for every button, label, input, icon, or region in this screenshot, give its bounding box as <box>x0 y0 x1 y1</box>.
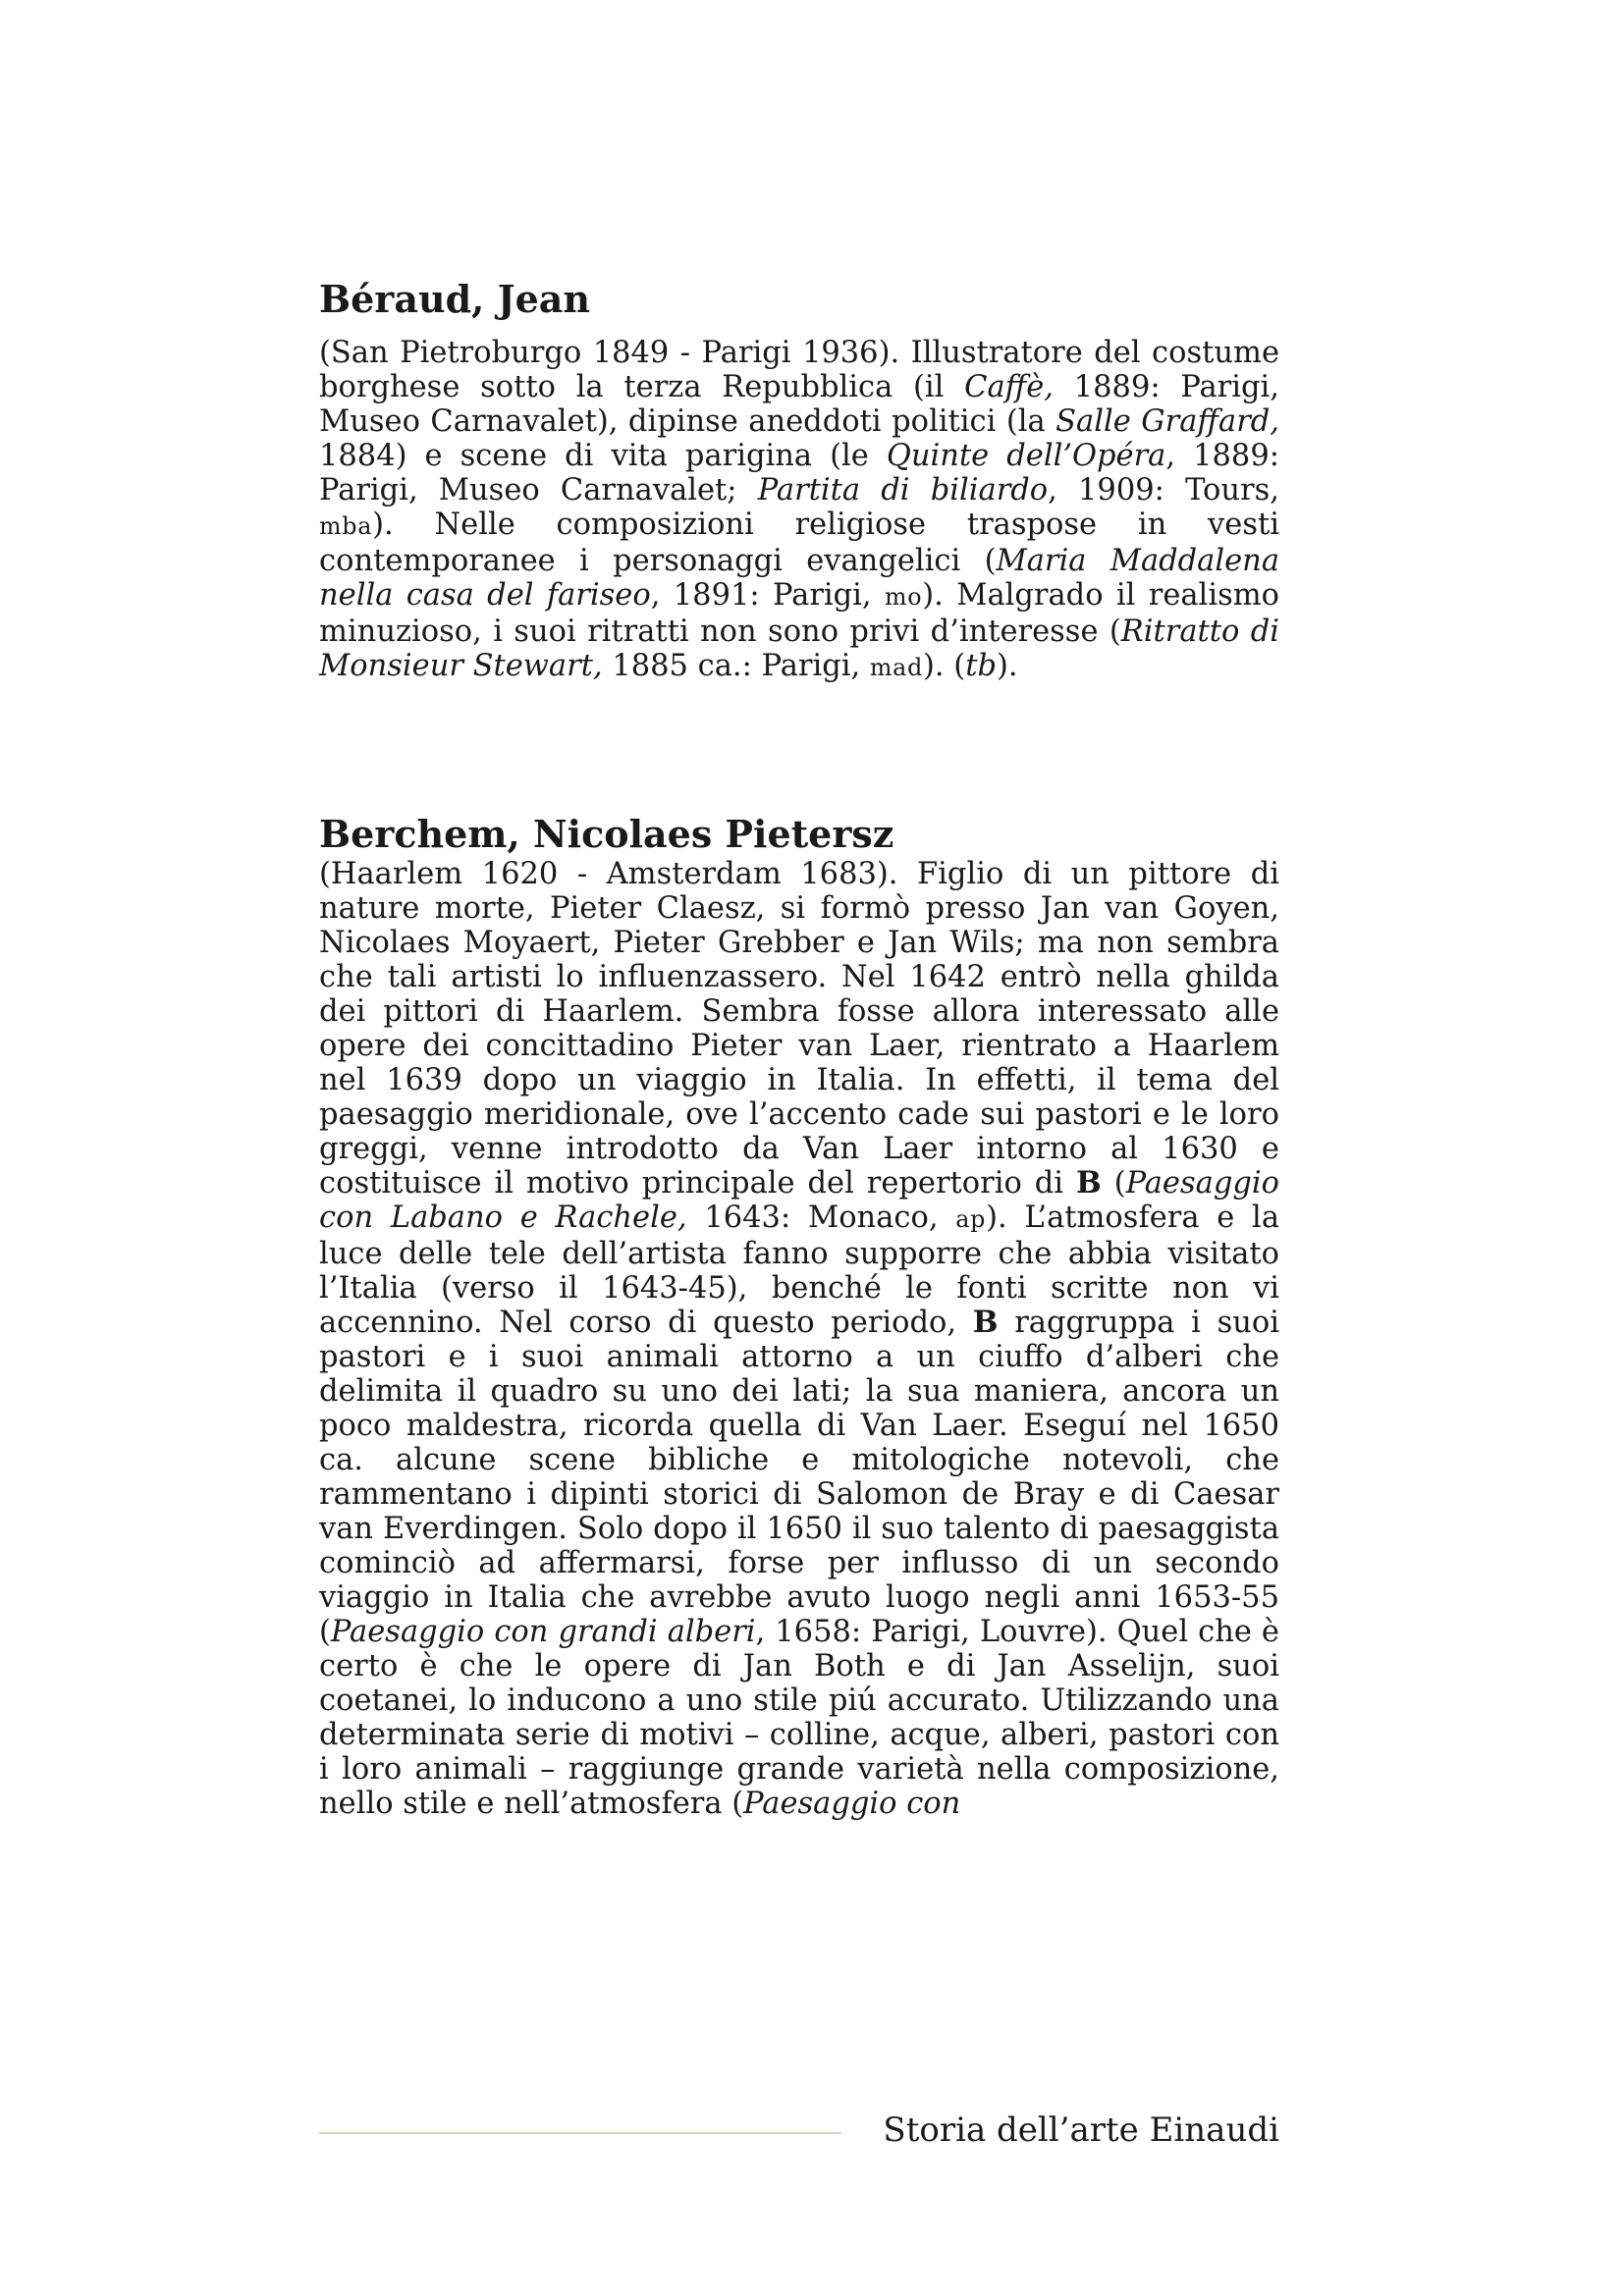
small-caps-span: mad <box>869 654 924 681</box>
italic-span: tb <box>965 649 997 683</box>
text-span: 1885 ca.: Parigi, <box>602 649 870 683</box>
small-caps-span: ap <box>955 1205 987 1233</box>
text-span: (Haarlem 1620 - Amsterdam 1683). Figlio di un pittore di nature morte, Pieter Claesz, si formò presso Jan van Goyen, Nicolaes Moyaert, Pieter Grebber e Jan Wils; ma non sembra che tali artisti lo influenzassero. Nel 1642 entrò nella ghilda dei pittori di Haarlem. Sembra fosse allora interessato alle opere dei concittadino Pieter van Laer, rientrato a Haarlem nel 1639 dopo un viaggio in Italia. In effetti, il tema del paesaggio meridionale, ove l’accento cade sui pastori e le loro greggi, venne introdotto da Van Laer intorno al 1630 e costituisce il motivo principale del repertorio di <box>319 857 1279 1201</box>
footer-rule <box>319 2132 841 2134</box>
italic-span: Salle Graffard, <box>1055 404 1280 439</box>
bold-span: B <box>972 1305 999 1340</box>
text-span: ). <box>997 649 1018 683</box>
italic-span: Paesaggio con Labano e Rachele, <box>319 1166 1279 1235</box>
text-span: raggruppa i suoi pastori e i suoi animali attorno a un ciuffo d’alberi che delimita il quadro su uno dei lati; la sua maniera, ancora un poco maldestra, ricorda quella di Van Laer. Eseguí nel 1650 ca. alcune scene bibliche e mitologiche notevoli, che rammentano i dipinti storici di Salomon de Bray e di Caesar van Everdingen. Solo dopo il 1650 il suo talento di paesaggista cominciò ad affermarsi, forse per influsso di un secondo viaggio in Italia che avrebbe avuto luogo negli anni 1653-55 ( <box>319 1306 1279 1649</box>
italic-span: Quinte dell’Opéra <box>886 439 1166 473</box>
text-span: ( <box>1101 1166 1126 1201</box>
text-span: , 1891: Parigi, <box>650 578 885 613</box>
text-span: , 1658: Parigi, Louvre). Quel che è certo è che le opere di Jan Both e di Jan Asselijn, suoi coetanei, lo inducono a uno stile piú accurato. Utilizzando una determinata serie di motivi – colline, acque, alberi, pastori con i loro animali – raggiunge grande varietà nella composizione, nello stile e nell’atmosfera ( <box>319 1615 1279 1821</box>
text-span: 1643: Monaco, <box>686 1201 956 1235</box>
entry-title-berchem: Berchem, Nicolaes Pietersz <box>319 812 894 856</box>
bold-span: B <box>1075 1165 1102 1201</box>
italic-span: Paesaggio con <box>743 1787 961 1821</box>
italic-span: Maria Maddalena nella casa del fariseo <box>319 544 1279 613</box>
footer-publisher: Storia dell’arte Einaudi <box>883 2110 1279 2150</box>
text-span: , 1909: Tours, <box>1048 473 1279 507</box>
text-span: ). Malgrado il realismo minuzioso, i suoi ritratti non sono privi d’interesse ( <box>319 578 1280 649</box>
text-span: , 1889: Parigi, Museo Carnavalet; <box>319 439 1280 507</box>
text-span: 1884) e scene di vita parigina (le <box>319 439 887 473</box>
entry-body-beraud <box>319 336 1279 685</box>
italic-span: Ritratto di Monsieur Stewart, <box>319 614 1280 683</box>
text-span: ). Nelle composizioni religiose traspose in vesti contemporanee i personaggi evangelici ( <box>319 507 1279 578</box>
entry-body-berchem <box>319 857 1279 1821</box>
text-span: (San Pietroburgo 1849 - Parigi 1936). Illustratore del costume borghese sotto la terza Repubblica (il <box>319 336 1279 404</box>
text-span: ). L’atmosfera e la luce delle tele dell’artista fanno supporre che abbia visitato l’Italia (verso il 1643-45), benché le fonti scritte non vi accennino. Nel corso di questo periodo, <box>319 1201 1279 1340</box>
small-caps-span: mo <box>884 583 923 611</box>
text-span: 1889: Parigi, Museo Carnavalet), dipinse aneddoti politici (la <box>319 370 1279 439</box>
italic-span: Caffè, <box>964 370 1054 404</box>
italic-span: Paesaggio con grandi alberi <box>330 1615 756 1649</box>
text-span: ). ( <box>923 649 966 683</box>
entry-title-beraud: Béraud, Jean <box>319 277 591 321</box>
small-caps-span: mba <box>319 512 373 540</box>
italic-span: Partita di biliardo <box>757 473 1049 507</box>
